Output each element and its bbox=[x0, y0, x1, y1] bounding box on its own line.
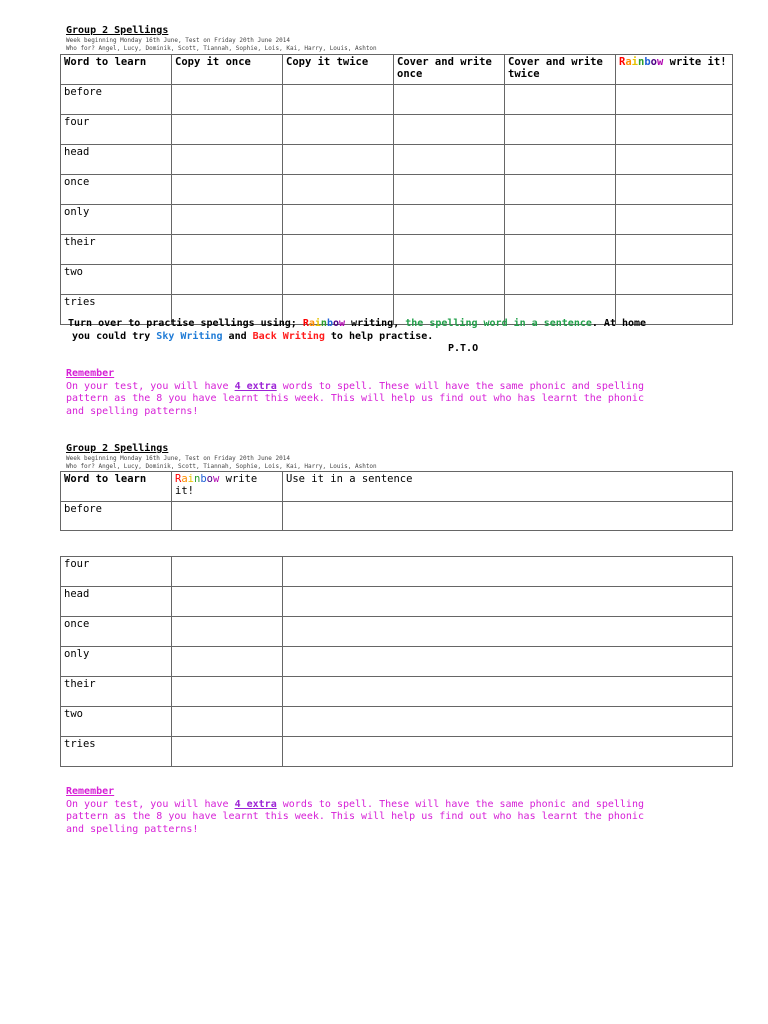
remember-title: Remember bbox=[66, 786, 115, 797]
sentence-cell[interactable] bbox=[283, 737, 733, 767]
rainbow-letter: a bbox=[181, 473, 188, 485]
word-cell: tries bbox=[61, 737, 172, 767]
copy-twice-cell[interactable] bbox=[283, 265, 394, 295]
sentence-cell[interactable] bbox=[283, 707, 733, 737]
table-row bbox=[61, 617, 733, 647]
cover-once-cell[interactable] bbox=[394, 265, 505, 295]
rainbow-letter: w bbox=[339, 318, 346, 329]
rainbow-letter: b bbox=[200, 473, 207, 485]
cover-once-cell[interactable] bbox=[394, 85, 505, 115]
word-cell: only bbox=[61, 647, 172, 677]
cover-twice-cell[interactable] bbox=[505, 235, 616, 265]
word-cell: only bbox=[61, 205, 172, 235]
sentence-cell[interactable] bbox=[283, 557, 733, 587]
header-rainbow bbox=[616, 55, 733, 85]
rainbow-cell[interactable] bbox=[616, 115, 733, 145]
rainbow-cell[interactable] bbox=[616, 265, 733, 295]
section1-week: Week beginning Monday 16th June, Test on Friday 20th June 2014 bbox=[66, 37, 290, 44]
table-row bbox=[61, 737, 733, 767]
cover-twice-cell[interactable] bbox=[505, 175, 616, 205]
copy-once-cell[interactable] bbox=[172, 85, 283, 115]
table-header-row bbox=[61, 472, 733, 502]
practise-instructions bbox=[68, 318, 728, 343]
rainbow-letter: n bbox=[637, 56, 645, 68]
sentence-cell[interactable] bbox=[283, 647, 733, 677]
remember-block-2 bbox=[66, 786, 644, 836]
header-word: Word to learn bbox=[61, 472, 172, 502]
rainbow-cell[interactable] bbox=[616, 145, 733, 175]
cover-twice-cell[interactable] bbox=[505, 205, 616, 235]
rainbow-letter: i bbox=[631, 56, 638, 68]
section2-title: Group 2 Spellings bbox=[66, 443, 169, 454]
copy-once-cell[interactable] bbox=[172, 265, 283, 295]
word-cell: head bbox=[61, 145, 172, 175]
rainbow-letter: a bbox=[625, 56, 632, 68]
table-row bbox=[61, 647, 733, 677]
rainbow-word bbox=[619, 56, 663, 68]
table-row bbox=[61, 677, 733, 707]
word-cell: four bbox=[61, 115, 172, 145]
instr-text: to help practise. bbox=[324, 330, 434, 342]
table-row bbox=[61, 115, 733, 145]
table-row bbox=[61, 205, 733, 235]
table-header-row bbox=[61, 55, 733, 85]
rainbow-cell[interactable] bbox=[616, 205, 733, 235]
copy-once-cell[interactable] bbox=[172, 115, 283, 145]
rainbow-cell[interactable] bbox=[172, 677, 283, 707]
remember-text: words to spell. These will have the same phonic and spelling bbox=[276, 380, 644, 392]
section2-who: Who for? Angel, Lucy, Dominik, Scott, Tiannah, Sophie, Lois, Kai, Harry, Louis, Ashton bbox=[66, 463, 377, 470]
cover-twice-cell[interactable] bbox=[505, 265, 616, 295]
sentence-hint: the spelling word in a sentence bbox=[405, 318, 592, 329]
rainbow-letter: n bbox=[320, 318, 327, 329]
cover-twice-cell[interactable] bbox=[505, 85, 616, 115]
remember-text: and spelling patterns! bbox=[66, 823, 199, 835]
copy-once-cell[interactable] bbox=[172, 175, 283, 205]
sky-writing: Sky Writing bbox=[156, 330, 223, 342]
cover-once-cell[interactable] bbox=[394, 175, 505, 205]
rainbow-cell[interactable] bbox=[172, 707, 283, 737]
copy-once-cell[interactable] bbox=[172, 205, 283, 235]
copy-once-cell[interactable] bbox=[172, 145, 283, 175]
copy-once-cell[interactable] bbox=[172, 235, 283, 265]
rainbow-cell[interactable] bbox=[172, 617, 283, 647]
rainbow-letter: o bbox=[206, 473, 213, 485]
spelling-table-2 bbox=[60, 471, 733, 531]
section1-title: Group 2 Spellings bbox=[66, 25, 169, 36]
word-cell: once bbox=[61, 617, 172, 647]
copy-twice-cell[interactable] bbox=[283, 175, 394, 205]
header-rainbow bbox=[172, 472, 283, 502]
spelling-table-3 bbox=[60, 556, 733, 767]
instr-text: Turn over to practise spellings using; bbox=[68, 318, 303, 329]
rainbow-letter: w bbox=[656, 56, 664, 68]
instr-text: . At home bbox=[591, 318, 647, 329]
rainbow-letter: o bbox=[650, 56, 657, 68]
rainbow-cell[interactable] bbox=[616, 85, 733, 115]
rainbow-letter: R bbox=[619, 56, 626, 68]
table-row bbox=[61, 587, 733, 617]
rainbow-letter: R bbox=[302, 318, 309, 329]
sentence-cell[interactable] bbox=[283, 587, 733, 617]
rainbow-letter: b bbox=[326, 318, 333, 329]
header-rainbow-rest: write it! bbox=[669, 56, 727, 68]
table-row bbox=[61, 265, 733, 295]
cover-twice-cell[interactable] bbox=[505, 115, 616, 145]
header-rainbow-rest: write it! bbox=[175, 473, 258, 497]
remember-extra: 4 extra bbox=[234, 798, 277, 810]
remember-text: pattern as the 8 you have learnt this week. This will help us find out who has learnt the phonic bbox=[66, 811, 644, 822]
table-row bbox=[61, 707, 733, 737]
cover-once-cell[interactable] bbox=[394, 115, 505, 145]
copy-twice-cell[interactable] bbox=[283, 115, 394, 145]
copy-twice-cell[interactable] bbox=[283, 85, 394, 115]
remember-text: On your test, you will have bbox=[66, 380, 235, 392]
remember-text: pattern as the 8 you have learnt this week. This will help us find out who has learnt the phonic bbox=[66, 393, 644, 404]
header-copy-twice: Copy it twice bbox=[283, 55, 394, 85]
copy-twice-cell[interactable] bbox=[283, 235, 394, 265]
rainbow-letter: w bbox=[212, 473, 220, 485]
word-cell: tries bbox=[61, 295, 172, 325]
instr-text: you could try bbox=[72, 330, 157, 342]
section1-who: Who for? Angel, Lucy, Dominik, Scott, Tiannah, Sophie, Lois, Kai, Harry, Louis, Ashton bbox=[66, 45, 377, 52]
rainbow-word bbox=[175, 473, 219, 485]
word-cell: head bbox=[61, 587, 172, 617]
table-row bbox=[61, 235, 733, 265]
rainbow-letter: i bbox=[314, 318, 321, 329]
rainbow-letter: n bbox=[193, 473, 201, 485]
word-cell: their bbox=[61, 677, 172, 707]
word-cell: before bbox=[61, 502, 172, 531]
header-cover-twice: Cover and write twice bbox=[505, 55, 616, 85]
rainbow-cell[interactable] bbox=[616, 235, 733, 265]
table-row bbox=[61, 145, 733, 175]
remember-extra: 4 extra bbox=[234, 380, 277, 392]
cover-once-cell[interactable] bbox=[394, 145, 505, 175]
remember-title: Remember bbox=[66, 368, 115, 379]
copy-twice-cell[interactable] bbox=[283, 145, 394, 175]
word-cell: before bbox=[61, 85, 172, 115]
rainbow-cell[interactable] bbox=[172, 737, 283, 767]
rainbow-cell[interactable] bbox=[172, 557, 283, 587]
remember-text: and spelling patterns! bbox=[66, 405, 199, 417]
sentence-cell[interactable] bbox=[283, 677, 733, 707]
rainbow-letter: b bbox=[644, 56, 651, 68]
word-cell: two bbox=[61, 265, 172, 295]
rainbow-cell[interactable] bbox=[616, 175, 733, 205]
remember-text: On your test, you will have bbox=[66, 798, 235, 810]
table-row bbox=[61, 557, 733, 587]
word-cell: two bbox=[61, 707, 172, 737]
table-row bbox=[61, 502, 733, 531]
pto-label: P.T.O bbox=[448, 343, 479, 354]
table-row bbox=[61, 175, 733, 205]
instr-text: and bbox=[222, 330, 253, 342]
word-cell: their bbox=[61, 235, 172, 265]
rainbow-cell[interactable] bbox=[172, 587, 283, 617]
back-writing: Back Writing bbox=[252, 330, 325, 342]
remember-block-1 bbox=[66, 368, 644, 418]
rainbow-letter: i bbox=[187, 473, 194, 485]
cover-twice-cell[interactable] bbox=[505, 145, 616, 175]
rainbow-letter: a bbox=[308, 318, 315, 329]
instr-text: writing, bbox=[345, 318, 406, 329]
header-copy-once: Copy it once bbox=[172, 55, 283, 85]
word-cell: four bbox=[61, 557, 172, 587]
header-cover-once: Cover and write once bbox=[394, 55, 505, 85]
rainbow-letter: R bbox=[175, 473, 182, 485]
word-cell: once bbox=[61, 175, 172, 205]
cover-once-cell[interactable] bbox=[394, 205, 505, 235]
sentence-cell[interactable] bbox=[283, 617, 733, 647]
rainbow-letter: o bbox=[332, 318, 339, 329]
rainbow-cell[interactable] bbox=[172, 502, 283, 531]
cover-once-cell[interactable] bbox=[394, 235, 505, 265]
sentence-cell[interactable] bbox=[283, 502, 733, 531]
header-sentence: Use it in a sentence bbox=[283, 472, 733, 502]
header-word: Word to learn bbox=[61, 55, 172, 85]
section2-week: Week beginning Monday 16th June, Test on Friday 20th June 2014 bbox=[66, 455, 290, 462]
rainbow-word bbox=[303, 318, 345, 329]
table-row bbox=[61, 85, 733, 115]
copy-twice-cell[interactable] bbox=[283, 205, 394, 235]
spelling-table-1 bbox=[60, 54, 733, 325]
rainbow-cell[interactable] bbox=[172, 647, 283, 677]
remember-text: words to spell. These will have the same phonic and spelling bbox=[276, 798, 644, 810]
